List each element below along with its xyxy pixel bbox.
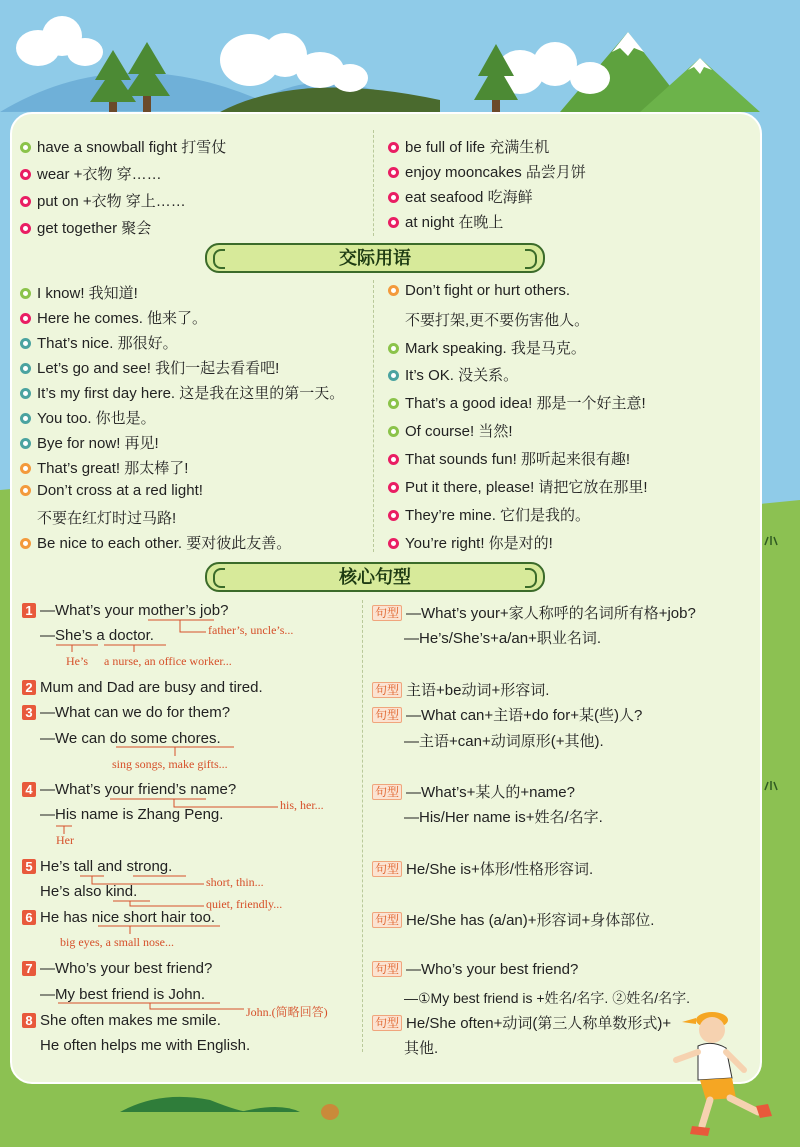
expression-translation: 不要在红灯时过马路! (37, 510, 177, 527)
expression-item: Be nice to each other. 要对彼此友善。 (20, 532, 291, 553)
pattern-7-line-2: —①My best friend is +姓名/名字. ②姓名/名字. (404, 990, 690, 1006)
pattern-1-line-1: 句型 —What’s your+家人称呼的名词所有格+job? (372, 602, 696, 623)
sentence-7-line-2: —My best friend is John. (40, 986, 206, 1003)
sentence-3-line-2: —We can do some chores. (40, 730, 221, 747)
substitution-note: a nurse, an office worker... (104, 654, 232, 668)
sentence-5-line-2: He’s also kind. (40, 883, 138, 900)
sentence-1-line-2: —She’s a doctor. (40, 627, 154, 644)
expression-item: Don’t fight or hurt others. (388, 282, 570, 299)
phrase-item: enjoy mooncakes 品尝月饼 (388, 161, 586, 182)
pattern-6: 句型 He/She has (a/an)+形容词+身体部位. (372, 909, 654, 930)
pattern-3-line-1: 句型 —What can+主语+do for+某(些)人? (372, 704, 642, 725)
expression-item: That’s great! 那太棒了! (20, 457, 188, 478)
flower-bullet-icon (388, 370, 399, 381)
flower-bullet-icon (388, 142, 399, 153)
sentence-2: 2 Mum and Dad are busy and tired. (22, 679, 263, 696)
pattern-2: 句型 主语+be动词+形容词. (372, 679, 549, 700)
phrase-item: put on +衣物 穿上…… (20, 190, 186, 211)
pattern-8-line-1: 句型 He/She often+动词(第三人称单数形式)+ (372, 1012, 671, 1033)
flower-bullet-icon (388, 167, 399, 178)
sentence-8-line-2: He often helps me with English. (40, 1037, 251, 1054)
sentence-5-line-1: 5 He’s tall and strong. (22, 858, 172, 875)
bracket-right-icon (525, 568, 537, 588)
number-badge: 8 (22, 1013, 36, 1028)
flower-bullet-icon (388, 217, 399, 228)
column-divider (373, 280, 374, 552)
pattern-tag: 句型 (372, 1015, 402, 1031)
expression-item: Let’s go and see! 我们一起去看看吧! (20, 357, 279, 378)
expression-item: That sounds fun! 那听起来很有趣! (388, 448, 630, 469)
expression-translation: 不要打架,更不要伤害他人。 (405, 312, 590, 329)
expression-item: Mark speaking. 我是马克。 (388, 337, 586, 358)
flower-bullet-icon (20, 169, 31, 180)
flower-bullet-icon (20, 196, 31, 207)
pattern-1-line-2: —He’s/She’s+a/an+职业名词. (404, 630, 602, 647)
pattern-8-line-2: 其他. (404, 1040, 439, 1057)
pattern-tag: 句型 (372, 784, 402, 800)
flower-bullet-icon (20, 223, 31, 234)
number-badge: 6 (22, 910, 36, 925)
number-badge: 4 (22, 782, 36, 797)
bracket-left-icon (213, 568, 225, 588)
pattern-tag: 句型 (372, 682, 402, 698)
flower-bullet-icon (20, 438, 31, 449)
substitution-note: short, thin... (206, 875, 264, 889)
pattern-4-line-2: —His/Her name is+姓名/名字. (404, 809, 603, 826)
flower-bullet-icon (20, 288, 31, 299)
flower-bullet-icon (20, 538, 31, 549)
flower-bullet-icon (20, 142, 31, 153)
substitution-note: big eyes, a small nose... (60, 935, 174, 949)
flower-bullet-icon (20, 463, 31, 474)
flower-bullet-icon (388, 343, 399, 354)
expression-item: It’s OK. 没关系。 (388, 364, 518, 385)
substitution-note: quiet, friendly... (206, 897, 283, 911)
number-badge: 1 (22, 603, 36, 618)
expression-item: Of course! 当然! (388, 420, 513, 441)
number-badge: 7 (22, 961, 36, 976)
sentence-4-line-2: —His name is Zhang Peng. (40, 806, 224, 823)
section-header-expressions (205, 243, 545, 273)
substitution-note: his, her... (280, 798, 324, 812)
flower-bullet-icon (388, 538, 399, 549)
flower-bullet-icon (388, 426, 399, 437)
substitution-note: sing songs, make gifts... (112, 757, 228, 771)
expression-item: They’re mine. 它们是我的。 (388, 504, 590, 525)
expression-item: Here he comes. 他来了。 (20, 307, 207, 328)
phrase-item: wear +衣物 穿…… (20, 163, 162, 184)
pattern-4-line-1: 句型 —What’s+某人的+name? (372, 781, 575, 802)
sentence-4-line-1: 4 —What’s your friend’s name? (22, 781, 236, 798)
substitution-note: John.(简略回答) (246, 1005, 328, 1019)
sentence-6: 6 He has nice short hair too. (22, 909, 215, 926)
expression-item: I know! 我知道! (20, 282, 138, 303)
expression-item: That’s a good idea! 那是一个好主意! (388, 392, 646, 413)
flower-bullet-icon (20, 313, 31, 324)
number-badge: 2 (22, 680, 36, 695)
column-divider (362, 600, 363, 1052)
substitution-note: Her (56, 833, 74, 847)
pattern-tag: 句型 (372, 961, 402, 977)
pattern-tag: 句型 (372, 707, 402, 723)
flower-bullet-icon (20, 388, 31, 399)
sentence-3-line-1: 3 —What can we do for them? (22, 704, 230, 721)
flower-bullet-icon (388, 285, 399, 296)
pattern-tag: 句型 (372, 912, 402, 928)
expression-item: Bye for now! 再见! (20, 432, 159, 453)
expression-item: You too. 你也是。 (20, 407, 156, 428)
section-title: 核心句型 (339, 567, 411, 587)
number-badge: 5 (22, 859, 36, 874)
expression-item: It’s my first day here. 这是我在这里的第一天。 (20, 382, 344, 403)
flower-bullet-icon (388, 398, 399, 409)
pattern-5: 句型 He/She is+体形/性格形容词. (372, 858, 593, 879)
phrase-item: get together 聚会 (20, 217, 151, 238)
sentence-1-line-1: 1 —What’s your mother’s job? (22, 602, 228, 619)
sentence-7-line-1: 7 —Who’s your best friend? (22, 960, 212, 977)
substitution-note: father’s, uncle’s... (208, 623, 294, 637)
expression-item: Put it there, please! 请把它放在那里! (388, 476, 648, 497)
flower-bullet-icon (20, 485, 31, 496)
expression-item: You’re right! 你是对的! (388, 532, 553, 553)
section-header-core-patterns (205, 562, 545, 592)
pattern-tag: 句型 (372, 605, 402, 621)
flower-bullet-icon (388, 454, 399, 465)
sentence-8-line-1: 8 She often makes me smile. (22, 1012, 221, 1029)
flower-bullet-icon (388, 192, 399, 203)
flower-bullet-icon (20, 363, 31, 374)
flower-bullet-icon (388, 482, 399, 493)
expression-item: That’s nice. 那很好。 (20, 332, 178, 353)
expression-item: Don’t cross at a red light! (20, 482, 203, 499)
section-title: 交际用语 (339, 248, 411, 268)
pattern-7-line-1: 句型 —Who’s your best friend? (372, 961, 578, 978)
phrase-item: at night 在晚上 (388, 211, 503, 232)
bracket-left-icon (213, 249, 225, 269)
phrase-item: eat seafood 吃海鲜 (388, 186, 533, 207)
number-badge: 3 (22, 705, 36, 720)
phrase-item: be full of life 充满生机 (388, 136, 549, 157)
bracket-right-icon (525, 249, 537, 269)
substitution-note: He’s (66, 654, 88, 668)
flower-bullet-icon (388, 510, 399, 521)
pattern-tag: 句型 (372, 861, 402, 877)
column-divider (373, 130, 374, 236)
flower-bullet-icon (20, 338, 31, 349)
pattern-3-line-2: —主语+can+动词原形(+其他). (404, 733, 604, 750)
phrase-item: have a snowball fight 打雪仗 (20, 136, 226, 157)
flower-bullet-icon (20, 413, 31, 424)
running-boy-icon (662, 1002, 782, 1142)
